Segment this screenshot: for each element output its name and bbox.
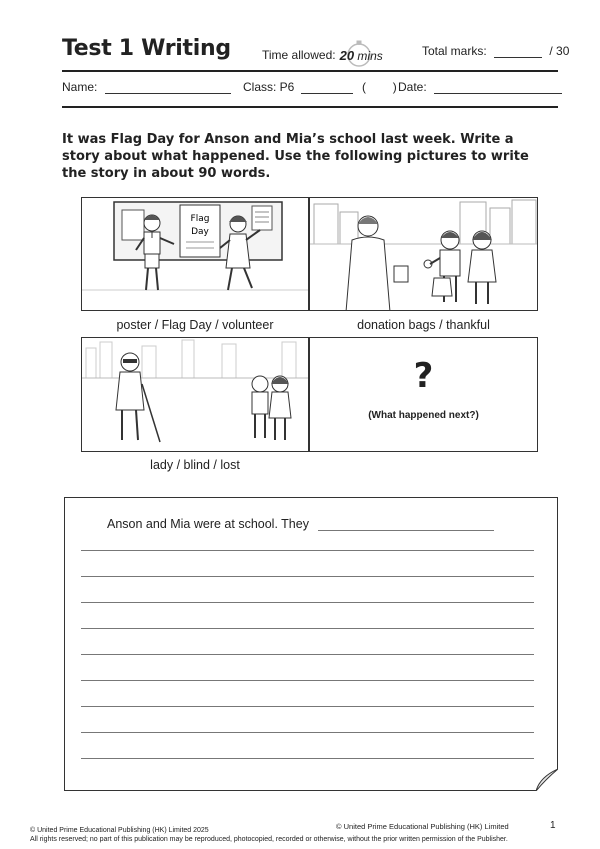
- writing-line[interactable]: [81, 576, 534, 577]
- picture-panel-1: [81, 197, 309, 311]
- writing-line[interactable]: [81, 706, 534, 707]
- writing-area[interactable]: [64, 497, 558, 791]
- writing-line[interactable]: [81, 628, 534, 629]
- time-number: 20: [339, 48, 355, 63]
- writing-line[interactable]: [81, 732, 534, 733]
- marks-total: / 30: [549, 44, 570, 58]
- page-title: Test 1 Writing: [62, 36, 231, 61]
- picture-panel-2: [309, 197, 538, 311]
- time-unit: mins: [357, 49, 383, 63]
- time-allowed-label: Time allowed:: [262, 48, 336, 62]
- donation-illustration: [310, 198, 538, 311]
- class-blank[interactable]: [301, 93, 353, 94]
- caption-picture-2: donation bags / thankful: [357, 318, 490, 332]
- name-label: Name:: [62, 80, 98, 94]
- instructions: It was Flag Day for Anson and Mia’s school last week. Write a story about what happened. Use the following pictures to write the story in about 90 words.: [62, 132, 529, 181]
- writing-line[interactable]: [81, 654, 534, 655]
- name-field: [62, 80, 231, 94]
- stopwatch-icon: [340, 44, 384, 66]
- date-field: [398, 80, 562, 94]
- caption-picture-1: poster / Flag Day / volunteer: [116, 318, 274, 332]
- blind-lady-illustration: [82, 338, 309, 452]
- footer-copyright-line: © United Prime Educational Publishing (HK) Limited 2025: [30, 827, 209, 834]
- starter-blank[interactable]: [318, 530, 494, 531]
- writing-line[interactable]: [81, 758, 534, 759]
- class-field: [243, 80, 397, 94]
- class-number-close: ): [392, 80, 397, 94]
- story-starter: [107, 517, 494, 531]
- question-text: (What happened next?): [368, 410, 479, 421]
- picture-panel-3: [81, 337, 309, 452]
- writing-line[interactable]: [81, 550, 534, 551]
- header-divider-top: [62, 70, 558, 72]
- date-label: Date:: [398, 80, 427, 94]
- poster-text-flag: Flag: [190, 214, 210, 224]
- question-mark: ?: [413, 356, 434, 396]
- poster-text-day: Day: [191, 227, 209, 237]
- footer-rights-line: All rights reserved; no part of this publication may be reproduced, photocopied, recorded or otherwise, without the prior written permission of the Publisher.: [30, 836, 508, 843]
- page-curl-icon: [536, 769, 558, 791]
- marks-blank[interactable]: [494, 57, 542, 58]
- school-poster-illustration: [82, 198, 309, 311]
- page-number: 1: [550, 820, 556, 831]
- time-allowed: [262, 44, 384, 66]
- writing-line[interactable]: [81, 602, 534, 603]
- date-blank[interactable]: [434, 93, 562, 94]
- class-label: Class: P6: [243, 80, 295, 94]
- picture-panel-4: [309, 337, 538, 452]
- class-number-open: (: [362, 80, 367, 94]
- name-blank[interactable]: [105, 93, 231, 94]
- total-marks: [422, 44, 569, 58]
- footer-publisher: © United Prime Educational Publishing (HK) Limited: [336, 822, 509, 831]
- total-marks-label: Total marks:: [422, 44, 487, 58]
- story-starter-text: Anson and Mia were at school. They: [107, 517, 309, 531]
- caption-picture-3: lady / blind / lost: [150, 458, 240, 472]
- header-divider-bottom: [62, 106, 558, 108]
- writing-line[interactable]: [81, 680, 534, 681]
